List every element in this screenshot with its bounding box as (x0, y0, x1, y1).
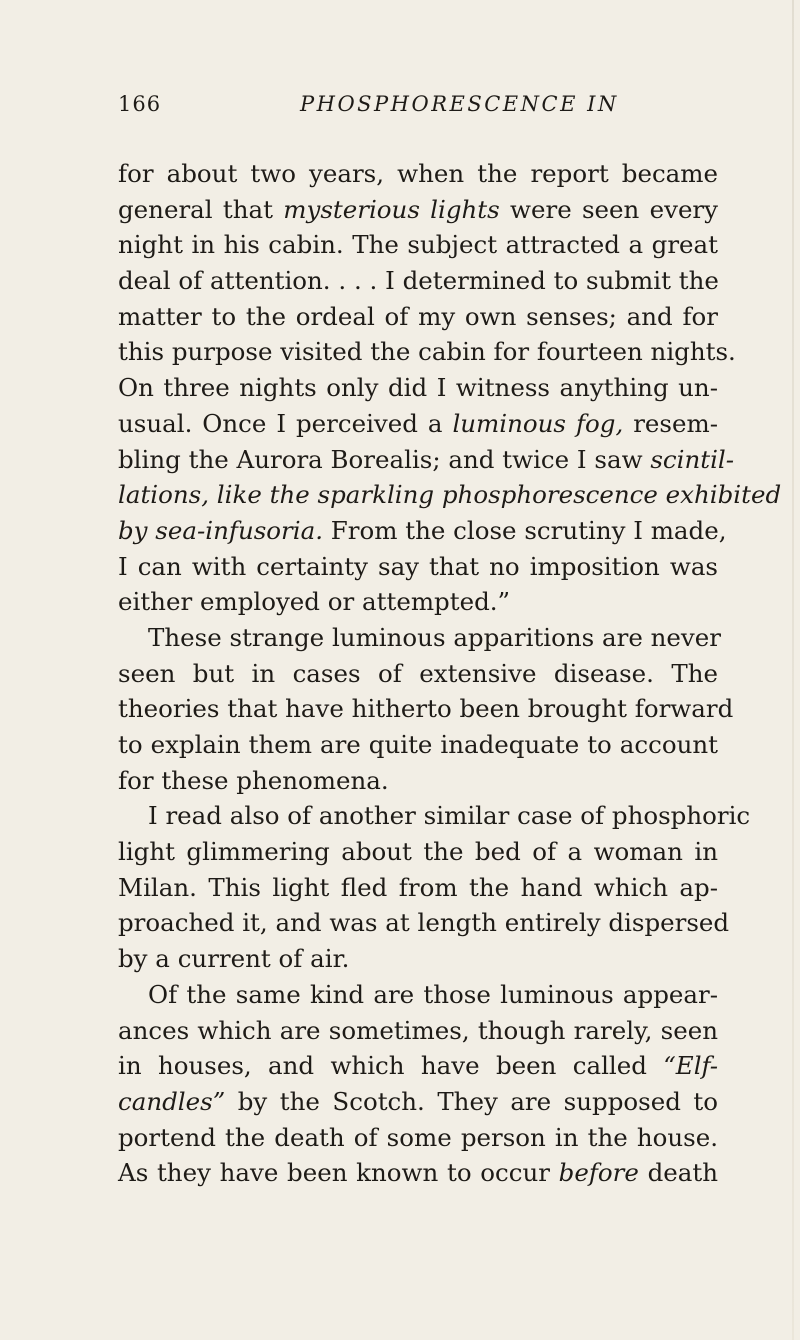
text-line (118, 691, 734, 727)
page-header (118, 92, 718, 124)
text-line (118, 549, 718, 585)
text-run: ances which are sometimes, though rarely, seen (118, 1015, 718, 1045)
italic-run: “Elf- (663, 1051, 718, 1081)
italic-run: mysterious lights (283, 194, 500, 224)
text-line (118, 263, 718, 299)
text-run: Of the same kind are those luminous appear- (148, 979, 718, 1009)
text-line (118, 156, 718, 192)
text-run: usual. Once I perceived a (118, 408, 453, 438)
text-run: in houses, and which have been called (118, 1051, 664, 1081)
italic-run: scintil- (650, 444, 735, 474)
text-line (118, 727, 718, 763)
text-run: I read also of another similar case of phosphoric (148, 801, 751, 831)
text-run: resem- (623, 408, 718, 438)
text-line (118, 513, 727, 549)
text-line (118, 1120, 718, 1156)
text-line (118, 442, 735, 478)
text-line (118, 334, 736, 370)
text-run: night in his cabin. The subject attracted a great (118, 230, 718, 260)
text-run: this purpose visited the cabin for fourteen nights. (118, 337, 736, 367)
text-run: were seen every (499, 194, 718, 224)
text-line (118, 477, 782, 513)
text-run: light glimmering about the bed of a woman in (118, 837, 718, 867)
text-run: bling the Aurora Borealis; and twice I saw (118, 444, 651, 474)
text-line (118, 406, 718, 442)
text-line (118, 192, 718, 228)
text-run: by the Scotch. They are supposed to (225, 1086, 718, 1116)
text-run: These strange luminous apparitions are never (148, 622, 721, 652)
text-line (118, 1155, 718, 1191)
text-line (118, 656, 718, 692)
text-line (118, 977, 718, 1013)
italic-run: luminous fog, (452, 408, 624, 438)
italic-run: candles” (118, 1086, 226, 1116)
text-run: Milan. This light fled from the hand which ap- (118, 872, 718, 902)
text-run: On three nights only did I witness anything un- (118, 373, 718, 403)
text-run: As they have been known to occur (118, 1158, 559, 1188)
text-line (118, 620, 721, 656)
text-line (118, 941, 718, 977)
italic-run: before (558, 1158, 639, 1188)
text-line (118, 1013, 718, 1049)
text-line (118, 870, 718, 906)
text-run: for these phenomena. (118, 765, 389, 795)
text-run: proached it, and was at length entirely dispersed (118, 908, 730, 938)
text-line (118, 834, 718, 870)
running-head: PHOSPHORESCENCE IN (300, 92, 619, 116)
text-run: to explain them are quite inadequate to account (118, 730, 718, 759)
page-edge-shadow (792, 0, 794, 1340)
text-line (118, 1084, 718, 1120)
text-run: seen but in cases of extensive disease. The (118, 658, 718, 688)
page-number: 166 (118, 92, 162, 116)
text-line (118, 1048, 718, 1084)
text-run: From the close scrutiny I made, (323, 515, 727, 545)
text-run: deal of attention. . . . I determined to submit the (118, 266, 719, 296)
text-run: portend the death of some person in the house. (118, 1122, 718, 1152)
text-run: death (638, 1158, 718, 1188)
text-run: I can with certainty say that no imposition was (118, 551, 718, 581)
text-run: for about two years, when the report became (118, 159, 718, 188)
body-text (118, 156, 782, 1191)
text-line (118, 584, 718, 620)
text-line (118, 370, 718, 406)
text-line (118, 763, 718, 799)
text-line (118, 798, 751, 834)
text-run: matter to the ordeal of my own senses; and for (118, 301, 718, 331)
italic-run: lations, like the sparkling phosphorescence exhibited (118, 480, 782, 510)
text-line (118, 299, 718, 335)
text-line (118, 227, 718, 263)
text-line (118, 905, 730, 941)
text-run: by a current of air. (118, 944, 350, 974)
text-run: theories that have hitherto been brought forward (118, 694, 734, 724)
italic-run: by sea-infusoria. (118, 515, 323, 545)
text-run: either employed or attempted.” (118, 587, 511, 617)
text-run: general that (118, 194, 284, 224)
